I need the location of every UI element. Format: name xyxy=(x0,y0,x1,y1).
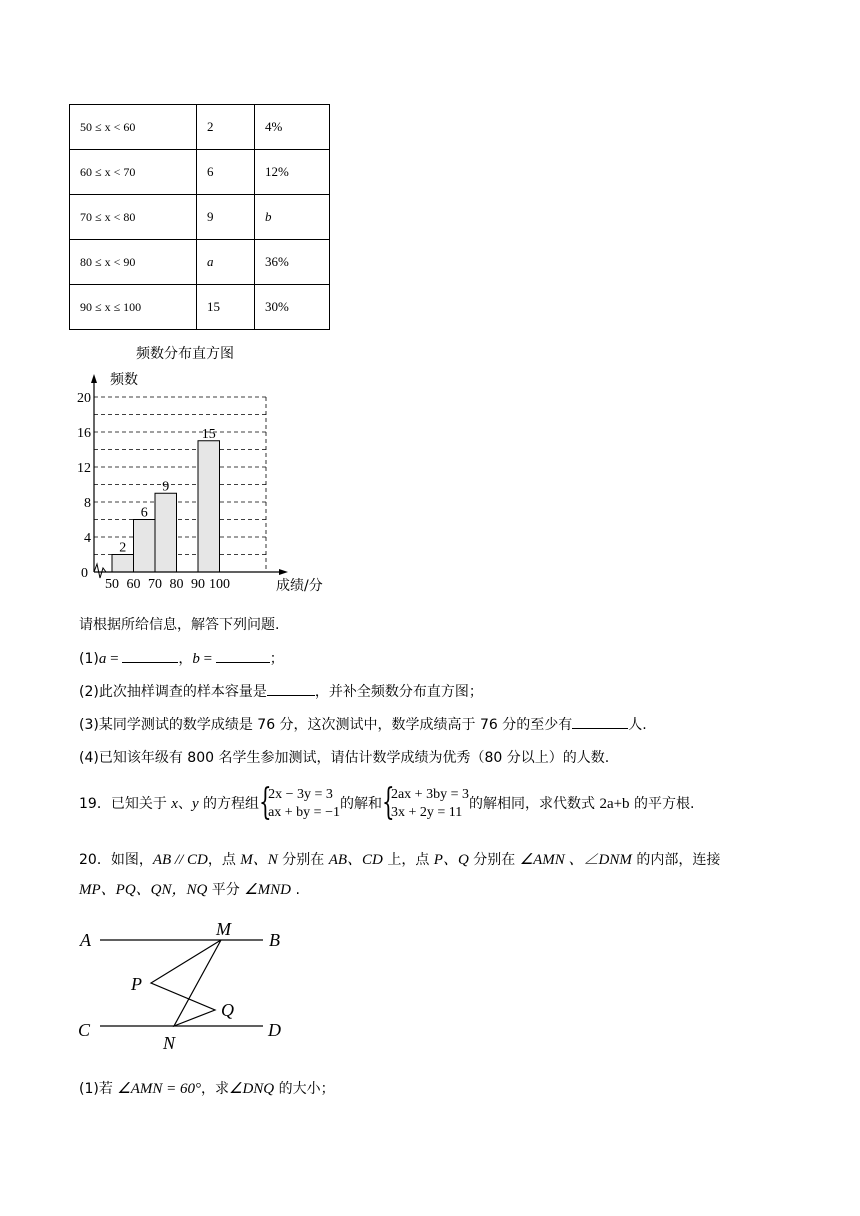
x-tick-label: 60 xyxy=(126,577,141,592)
q20-text: 的大小； xyxy=(274,1081,335,1097)
y-axis-arrow-icon xyxy=(91,374,97,383)
q19-number: 19．已知关于 xyxy=(79,796,172,812)
label-p: P xyxy=(131,974,142,994)
frequency-table xyxy=(69,104,330,330)
bar xyxy=(155,493,177,572)
q20-text: 上，点 xyxy=(382,852,434,868)
range-cell: 90 ≤ x ≤ 100 xyxy=(70,285,197,330)
x-tick-label: 50 xyxy=(105,577,119,592)
x-tick-label: 90 xyxy=(191,577,205,592)
label-b: B xyxy=(269,930,280,950)
question-19 xyxy=(79,782,695,823)
separator: 、 xyxy=(177,796,192,812)
histogram-title: 频数分布直方图 xyxy=(136,346,234,362)
q20-text: ，点 xyxy=(207,852,241,868)
range-cell: 80 ≤ x < 90 xyxy=(70,240,197,285)
count-cell: 6 xyxy=(197,150,255,195)
answer-blank[interactable] xyxy=(122,648,178,663)
percent-cell: 30% xyxy=(255,285,330,330)
equation-system-2: { 2ax + 3by = 3 3x + 2y = 11 xyxy=(381,782,469,823)
x-tick-labels xyxy=(105,577,230,592)
label-c: C xyxy=(78,1020,91,1040)
y-tick-label: 4 xyxy=(84,531,91,546)
x-axis-label: 成绩/分 xyxy=(276,578,323,594)
label-q: Q xyxy=(221,1000,234,1020)
bars xyxy=(112,441,220,572)
intro-text: 请根据所给信息，解答下列问题. xyxy=(79,617,280,633)
q20-text: ，求 xyxy=(201,1081,230,1097)
q2-text: (2)此次抽样调查的样本容量是 xyxy=(79,684,267,700)
answer-blank[interactable] xyxy=(216,648,270,663)
q20-text: 的内部，连接 xyxy=(631,852,721,868)
question-4: (4)已知该年级有 800 名学生参加测试，请估计数学成绩为优秀（80 分以上）的人数. xyxy=(79,750,610,766)
answer-blank[interactable] xyxy=(572,714,628,729)
equation-system-1: { 2x − 3y = 3 ax + by = −1 xyxy=(259,782,340,823)
table-row xyxy=(70,240,330,285)
q20-text: 平分 xyxy=(207,882,245,898)
q19-text: 的解相同，求代数式 xyxy=(468,796,600,812)
semicolon: ； xyxy=(269,651,284,667)
range-cell: 60 ≤ x < 70 xyxy=(70,150,197,195)
x-tick-label: 80 xyxy=(169,577,184,592)
bar xyxy=(134,520,156,573)
question-1 xyxy=(79,648,284,668)
count-cell: a xyxy=(197,240,255,285)
question-3 xyxy=(79,714,647,734)
label-m: M xyxy=(216,919,231,939)
q20-text: 分别在 xyxy=(468,852,520,868)
y-tick-label: 12 xyxy=(77,461,91,476)
q20-text: . xyxy=(291,882,300,898)
y-tick-label: 8 xyxy=(84,496,91,511)
math-expr: AB、CD xyxy=(328,852,383,868)
axis-break-icon xyxy=(94,564,106,578)
percent-cell: 4% xyxy=(255,105,330,150)
data-label: 9 xyxy=(162,479,170,495)
y-tick-label: 16 xyxy=(77,426,91,441)
question-20-line-2 xyxy=(79,878,300,899)
data-label: 2 xyxy=(119,540,127,556)
bar xyxy=(198,441,220,572)
percent-cell: b xyxy=(255,195,330,240)
percent-cell: 12% xyxy=(255,150,330,195)
answer-blank[interactable] xyxy=(267,681,315,696)
y-axis-label: 频数 xyxy=(110,372,138,388)
geometry-figure xyxy=(70,915,300,1055)
q20-text: 分别在 xyxy=(277,852,329,868)
count-cell: 15 xyxy=(197,285,255,330)
equals: = xyxy=(199,651,216,667)
question-2 xyxy=(79,681,483,701)
math-expr: ∠MND xyxy=(244,882,292,898)
label-a: A xyxy=(80,930,91,950)
x-axis-arrow-icon xyxy=(279,569,288,575)
data-label: 15 xyxy=(201,426,216,442)
frequency-histogram xyxy=(60,340,360,600)
equation: 3x + 2y = 11 xyxy=(390,805,463,820)
question-20-sub-1 xyxy=(79,1078,335,1098)
table-row xyxy=(70,105,330,150)
q3-end: 人. xyxy=(628,717,647,733)
segments-mp-pq-qn-nm xyxy=(151,940,221,1026)
q20-text: (1)若 xyxy=(79,1081,118,1097)
table-row xyxy=(70,195,330,240)
q3-text: (3)某同学测试的数学成绩是 76 分，这次测试中，数学成绩高于 76 分的至少有 xyxy=(79,717,573,733)
math-expr: MP、PQ、QN，NQ xyxy=(79,882,208,898)
math-expr: M、N xyxy=(240,852,278,868)
y-tick-labels xyxy=(77,391,91,581)
count-cell: 9 xyxy=(197,195,255,240)
math-expr: AB // CD xyxy=(152,852,208,868)
label-d: D xyxy=(268,1020,281,1040)
q19-end: 的平方根. xyxy=(629,796,695,812)
math-expr: ∠AMN = 60° xyxy=(117,1081,202,1097)
math-expr: P、Q xyxy=(433,852,469,868)
x-tick-label: 100 xyxy=(209,577,230,592)
q20-text: 20．如图， xyxy=(79,852,153,868)
x-tick-label: 70 xyxy=(148,577,162,592)
q19-text: 的解和 xyxy=(339,796,382,812)
equation: 2x − 3y = 3 xyxy=(268,787,333,802)
table-row xyxy=(70,285,330,330)
label-n: N xyxy=(163,1033,176,1053)
q1-prefix: (1) xyxy=(79,651,99,667)
equals: = xyxy=(106,651,123,667)
comma: ， xyxy=(178,651,193,667)
count-cell: 2 xyxy=(197,105,255,150)
equation: ax + by = −1 xyxy=(268,805,340,820)
var-x: x xyxy=(171,796,178,812)
math-expr: ∠AMN 、∠DNM xyxy=(519,852,632,868)
y-tick-label: 20 xyxy=(77,391,91,406)
y-tick-label: 0 xyxy=(81,566,88,581)
math-expr: ∠DNQ xyxy=(229,1081,275,1097)
percent-cell: 36% xyxy=(255,240,330,285)
range-cell: 70 ≤ x < 80 xyxy=(70,195,197,240)
var-y: y xyxy=(191,796,199,812)
expression: 2a+b xyxy=(599,796,630,812)
range-cell: 50 ≤ x < 60 xyxy=(70,105,197,150)
question-20-line-1 xyxy=(79,848,720,869)
var-a: a xyxy=(98,651,107,667)
data-label: 6 xyxy=(140,505,148,521)
var-b: b xyxy=(192,651,200,667)
table-row xyxy=(70,150,330,195)
q2-end: ，并补全频数分布直方图； xyxy=(314,684,483,700)
bar xyxy=(112,555,134,573)
q19-text: 的方程组 xyxy=(198,796,260,812)
equation: 2ax + 3by = 3 xyxy=(390,787,469,802)
